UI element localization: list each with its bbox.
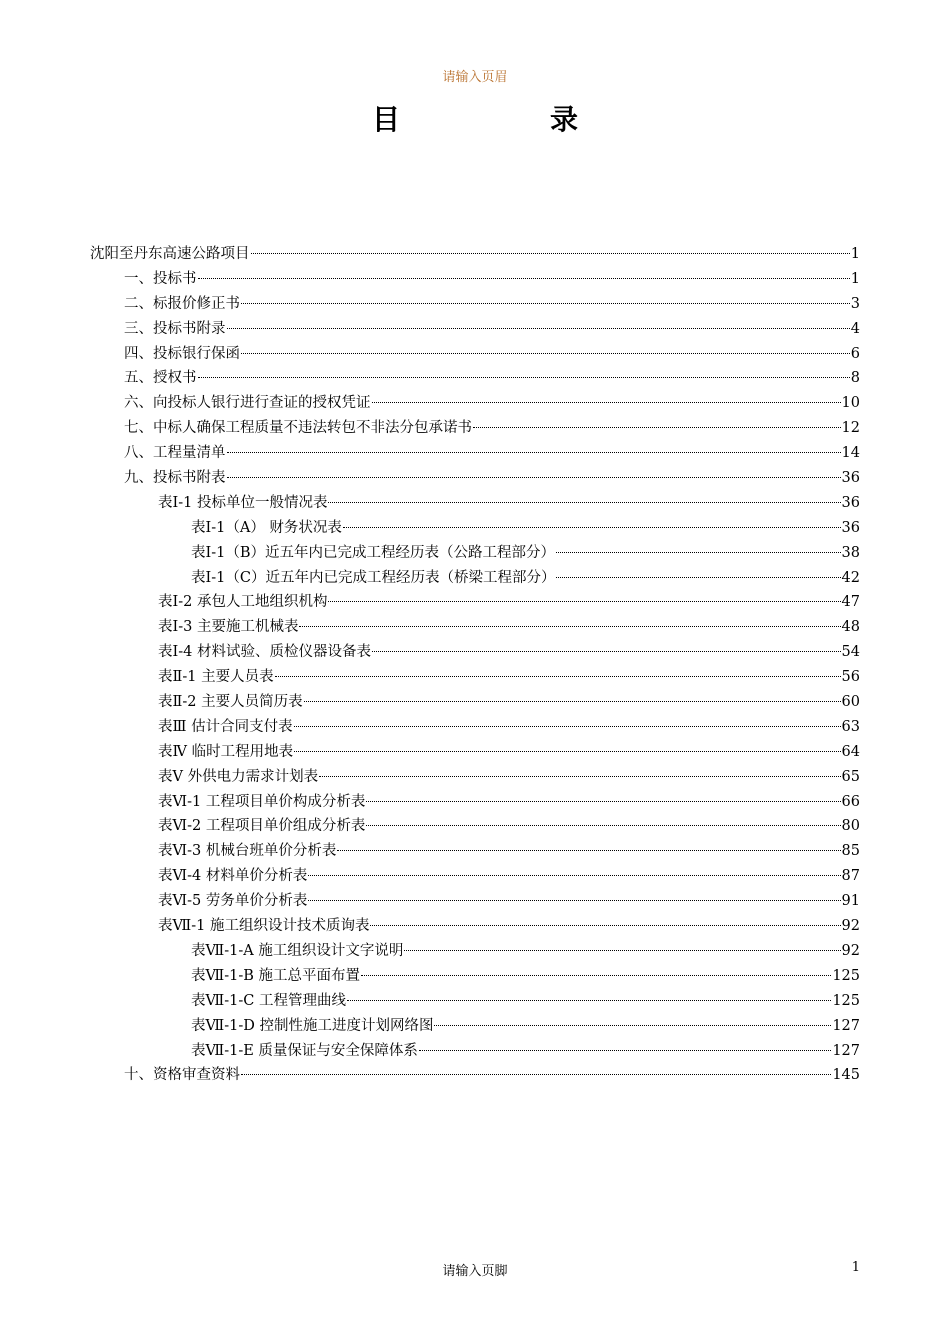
toc-entry[interactable] [90, 491, 860, 516]
toc-dot-leader [361, 975, 831, 976]
toc-entry[interactable] [90, 391, 860, 416]
toc-entry-page-number: 92 [841, 942, 860, 959]
toc-dot-leader [299, 626, 840, 627]
toc-entry-label: 一、投标书 [124, 270, 197, 287]
toc-entry-page-number: 1 [850, 270, 860, 287]
page-title [0, 98, 950, 138]
toc-dot-leader [241, 303, 850, 304]
toc-entry-label: 六、向投标人银行进行查证的授权凭证 [124, 395, 371, 412]
toc-entry-page-number: 66 [841, 793, 860, 810]
toc-entry[interactable] [90, 814, 860, 839]
toc-dot-leader [337, 850, 840, 851]
toc-entry[interactable] [90, 740, 860, 765]
table-of-contents [90, 242, 860, 1088]
toc-entry-page-number: 125 [832, 992, 860, 1009]
toc-entry[interactable] [90, 590, 860, 615]
toc-entry-label: 九、投标书附表 [124, 470, 226, 487]
toc-entry-page-number: 48 [841, 619, 860, 636]
toc-entry[interactable] [90, 292, 860, 317]
toc-dot-leader [294, 751, 840, 752]
toc-entry-label: 表I-3 主要施工机械表 [158, 619, 299, 636]
toc-entry-page-number: 42 [841, 569, 860, 586]
toc-dot-leader [343, 527, 841, 528]
toc-entry-page-number: 36 [841, 470, 860, 487]
toc-entry-label: 表Ⅶ-1-E 质量保证与安全保障体系 [191, 1042, 418, 1059]
toc-entry-label: 表Ⅶ-1-A 施工组织设计文字说明 [191, 942, 404, 959]
toc-dot-leader [347, 1000, 831, 1001]
toc-dot-leader [275, 676, 841, 677]
toc-dot-leader [370, 925, 840, 926]
toc-entry-page-number: 47 [841, 594, 860, 611]
toc-entry[interactable] [90, 366, 860, 391]
title-char-1: 目 [371, 103, 400, 136]
toc-entry[interactable] [90, 466, 860, 491]
toc-entry-label: 表Ⅵ-5 劳务单价分析表 [158, 893, 308, 910]
toc-entry-label: 表Ⅵ-4 材料单价分析表 [158, 868, 308, 885]
toc-entry[interactable] [90, 1014, 860, 1039]
toc-entry-label: 表Ⅵ-3 机械台班单价分析表 [158, 843, 337, 860]
toc-entry-label: 表Ⅵ-1 工程项目单价构成分析表 [158, 793, 366, 810]
toc-entry-page-number: 145 [832, 1067, 860, 1084]
toc-dot-leader [241, 1074, 831, 1075]
toc-entry-label: 七、中标人确保工程质量不违法转包不非法分包承诺书 [124, 420, 472, 437]
toc-entry-label: 表Ⅶ-1-B 施工总平面布置 [191, 967, 361, 984]
toc-dot-leader [294, 726, 841, 727]
toc-entry-page-number: 127 [832, 1042, 860, 1059]
toc-dot-leader [556, 552, 841, 553]
toc-entry[interactable] [90, 665, 860, 690]
toc-entry[interactable] [90, 317, 860, 342]
toc-entry[interactable] [90, 1039, 860, 1064]
toc-entry-page-number: 125 [832, 967, 860, 984]
toc-dot-leader [366, 801, 840, 802]
toc-dot-leader [198, 278, 850, 279]
toc-entry-label: 表Ⅴ 外供电力需求计划表 [158, 768, 319, 785]
toc-entry-page-number: 6 [850, 345, 860, 362]
toc-entry-page-number: 92 [841, 918, 860, 935]
toc-entry[interactable] [90, 989, 860, 1014]
toc-entry-label: 三、投标书附录 [124, 320, 226, 337]
toc-entry[interactable] [90, 690, 860, 715]
toc-entry-page-number: 64 [841, 743, 860, 760]
toc-entry[interactable] [90, 541, 860, 566]
toc-entry-label: 表I-1（B）近五年内已完成工程经历表（公路工程部分） [191, 544, 556, 561]
toc-entry-page-number: 65 [841, 768, 860, 785]
toc-entry-label: 表I-1（A） 财务状况表 [191, 519, 342, 536]
toc-entry-label: 表I-1（C）近五年内已完成工程经历表（桥梁工程部分） [191, 569, 556, 586]
toc-entry-page-number: 91 [841, 893, 860, 910]
toc-dot-leader [319, 776, 840, 777]
toc-dot-leader [304, 701, 841, 702]
toc-entry[interactable] [90, 416, 860, 441]
toc-entry-label: 四、投标银行保函 [124, 345, 240, 362]
toc-entry[interactable] [90, 864, 860, 889]
toc-entry-page-number: 38 [841, 544, 860, 561]
toc-dot-leader [366, 825, 840, 826]
toc-entry-page-number: 56 [841, 669, 860, 686]
toc-dot-leader [251, 253, 850, 254]
toc-entry-label: 表Ⅳ 临时工程用地表 [158, 743, 294, 760]
toc-dot-leader [473, 427, 841, 428]
toc-entry[interactable] [90, 566, 860, 591]
toc-entry-page-number: 36 [841, 519, 860, 536]
toc-dot-leader [198, 377, 850, 378]
toc-entry[interactable] [90, 267, 860, 292]
toc-entry[interactable] [90, 964, 860, 989]
toc-entry[interactable] [90, 441, 860, 466]
toc-entry-page-number: 4 [850, 320, 860, 337]
toc-dot-leader [434, 1025, 831, 1026]
toc-entry-label: 五、授权书 [124, 370, 197, 387]
toc-entry[interactable] [90, 839, 860, 864]
toc-entry[interactable] [90, 939, 860, 964]
toc-entry[interactable] [90, 342, 860, 367]
toc-entry-page-number: 127 [832, 1017, 860, 1034]
page-footer: 请输入页脚 [442, 1264, 508, 1279]
toc-entry-page-number: 85 [841, 843, 860, 860]
toc-entry-page-number: 8 [850, 370, 860, 387]
toc-entry-page-number: 87 [841, 868, 860, 885]
toc-entry-page-number: 36 [841, 494, 860, 511]
toc-dot-leader [308, 875, 840, 876]
toc-entry-label: 十、资格审查资料 [124, 1067, 240, 1084]
toc-dot-leader [419, 1050, 831, 1051]
toc-dot-leader [227, 477, 841, 478]
toc-entry-label: 表Ⅱ-1 主要人员表 [158, 669, 274, 686]
toc-entry[interactable] [90, 640, 860, 665]
toc-dot-leader [227, 328, 850, 329]
toc-dot-leader [556, 577, 840, 578]
toc-dot-leader [404, 950, 840, 951]
toc-entry-label: 表Ⅶ-1 施工组织设计技术质询表 [158, 918, 370, 935]
toc-entry-label: 沈阳至丹东高速公路项目 [90, 246, 250, 262]
toc-entry-label: 表Ⅶ-1-C 工程管理曲线 [191, 992, 346, 1009]
toc-entry-page-number: 10 [841, 395, 860, 412]
toc-dot-leader [328, 502, 840, 503]
toc-entry[interactable] [90, 516, 860, 541]
toc-entry-page-number: 80 [841, 818, 860, 835]
toc-entry-label: 表Ⅵ-2 工程项目单价组成分析表 [158, 818, 366, 835]
toc-entry[interactable] [90, 790, 860, 815]
toc-entry-label: 二、标报价修正书 [124, 295, 240, 312]
toc-entry[interactable] [90, 914, 860, 939]
toc-entry-label: 表Ⅶ-1-D 控制性施工进度计划网络图 [191, 1017, 434, 1034]
toc-dot-leader [227, 452, 841, 453]
toc-entry-page-number: 60 [841, 694, 860, 711]
toc-entry-label: 表I-1 投标单位一般情况表 [158, 494, 328, 511]
toc-entry-label: 八、工程量清单 [124, 445, 226, 462]
toc-entry-label: 表Ⅱ-2 主要人员简历表 [158, 694, 303, 711]
toc-entry-label: 表Ⅲ 估计合同支付表 [158, 718, 293, 735]
toc-entry-page-number: 3 [850, 295, 860, 312]
toc-entry-page-number: 1 [850, 246, 860, 262]
toc-entry-page-number: 54 [841, 644, 860, 661]
page-header: 请输入页眉 [442, 70, 508, 85]
toc-entry-label: 表I-4 材料试验、质检仪器设备表 [158, 644, 371, 661]
toc-dot-leader [372, 651, 841, 652]
toc-dot-leader [241, 353, 850, 354]
toc-entry[interactable] [90, 889, 860, 914]
toc-entry-page-number: 63 [841, 718, 860, 735]
toc-entry[interactable] [90, 615, 860, 640]
footer-page-number: 1 [851, 1260, 860, 1275]
toc-entry[interactable] [90, 242, 860, 267]
toc-entry[interactable] [90, 1063, 860, 1088]
toc-entry[interactable] [90, 715, 860, 740]
toc-dot-leader [308, 900, 840, 901]
toc-entry-label: 表I-2 承包人工地组织机构 [158, 594, 328, 611]
toc-entry-page-number: 14 [841, 445, 860, 462]
toc-dot-leader [328, 601, 840, 602]
toc-entry-page-number: 12 [841, 420, 860, 437]
toc-dot-leader [372, 402, 841, 403]
toc-entry[interactable] [90, 765, 860, 790]
title-char-2: 录 [550, 103, 579, 136]
